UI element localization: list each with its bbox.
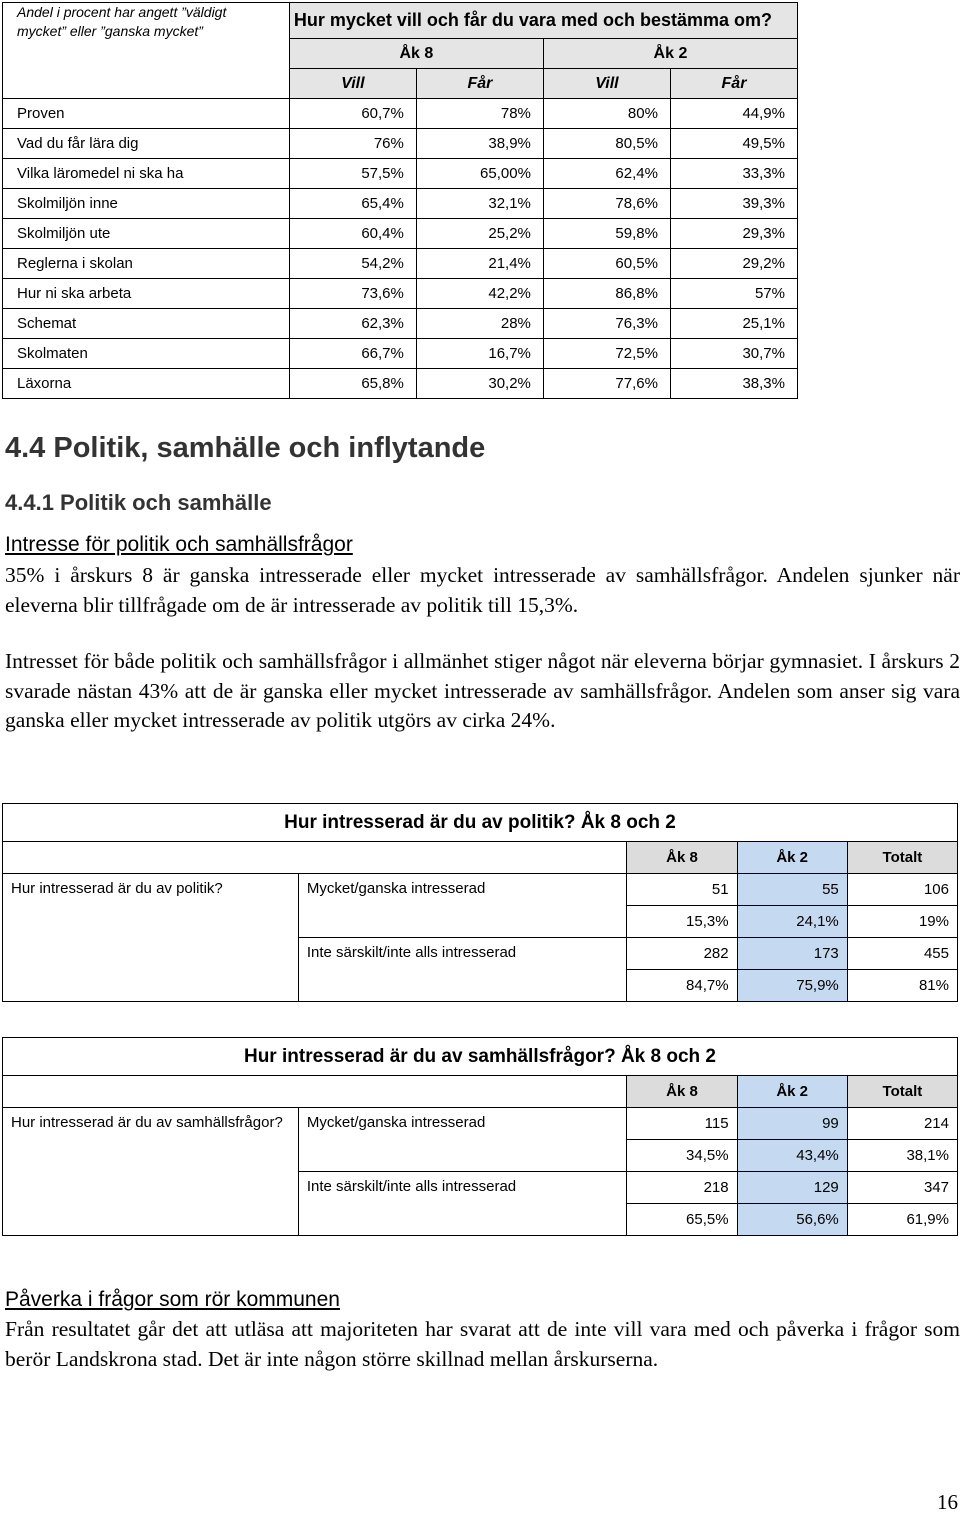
- table-row: [3, 99, 798, 129]
- value-cell: 16,7%: [416, 339, 543, 369]
- subheader: Vill: [543, 69, 670, 99]
- value-cell: 57%: [670, 279, 797, 309]
- table-row: [3, 369, 798, 399]
- value-cell: 66,7%: [289, 339, 416, 369]
- value-cell: 32,1%: [416, 189, 543, 219]
- influence-table: [2, 2, 798, 399]
- value-cell: 54,2%: [289, 249, 416, 279]
- value-cell: 25,1%: [670, 309, 797, 339]
- subheader: Får: [416, 69, 543, 99]
- section-heading: 4.4 Politik, samhälle och inflytande: [5, 432, 486, 464]
- value-cell: 60,5%: [543, 249, 670, 279]
- column-header: Åk 8: [627, 1076, 737, 1108]
- row-label: Reglerna i skolan: [3, 249, 290, 279]
- row-label: Proven: [3, 99, 290, 129]
- value-cell: 76,3%: [543, 309, 670, 339]
- politics-interest-table: [2, 803, 958, 1002]
- percent-cell: 38,1%: [847, 1140, 957, 1172]
- value-cell: 33,3%: [670, 159, 797, 189]
- value-cell: 49,5%: [670, 129, 797, 159]
- value-cell: 65,00%: [416, 159, 543, 189]
- table-row: [3, 309, 798, 339]
- value-cell: 57,5%: [289, 159, 416, 189]
- paragraph: Från resultatet går det att utläsa att majoriteten har svarat att de inte vill vara med och påverka i frågor som berör Landskrona stad. Det är inte någon större skillnad mellan årskurserna.: [5, 1317, 960, 1371]
- count-cell: 99: [737, 1108, 847, 1140]
- row-label: Hur ni ska arbeta: [3, 279, 290, 309]
- group-header-ak8: Åk 8: [289, 39, 543, 69]
- value-cell: 44,9%: [670, 99, 797, 129]
- table-row: [3, 249, 798, 279]
- row-label: Schemat: [3, 309, 290, 339]
- count-cell: 214: [847, 1108, 957, 1140]
- count-cell: 129: [737, 1172, 847, 1204]
- count-cell: 115: [627, 1108, 737, 1140]
- value-cell: 80,5%: [543, 129, 670, 159]
- table-row: [3, 189, 798, 219]
- value-cell: 76%: [289, 129, 416, 159]
- value-cell: 42,2%: [416, 279, 543, 309]
- interest-heading: Intresse för politik och samhällsfrågor: [5, 533, 353, 556]
- percent-cell: 81%: [847, 970, 957, 1002]
- count-cell: 347: [847, 1172, 957, 1204]
- table-row: [3, 129, 798, 159]
- value-cell: 29,2%: [670, 249, 797, 279]
- percent-cell: 34,5%: [627, 1140, 737, 1172]
- group-header-ak2: Åk 2: [543, 39, 797, 69]
- column-header: Totalt: [847, 1076, 957, 1108]
- paragraph: 35% i årskurs 8 är ganska intresserade eller mycket intresserade av samhällsfrågor. Andelen sjunker när eleverna blir tillfrågade om de är intresserade av politik till 15,3%.: [5, 563, 960, 617]
- count-cell: 455: [847, 938, 957, 970]
- count-cell: 282: [627, 938, 737, 970]
- column-header: Åk 2: [737, 1076, 847, 1108]
- value-cell: 62,4%: [543, 159, 670, 189]
- percent-cell: 65,5%: [627, 1204, 737, 1236]
- count-cell: 55: [737, 874, 847, 906]
- value-cell: 39,3%: [670, 189, 797, 219]
- table-row: [3, 279, 798, 309]
- question-label: Hur intresserad är du av politik?: [3, 874, 299, 1002]
- table-title: Hur intresserad är du av politik? Åk 8 och 2: [3, 804, 958, 842]
- answer-label: Mycket/ganska intresserad: [298, 874, 627, 938]
- value-cell: 62,3%: [289, 309, 416, 339]
- count-cell: 106: [847, 874, 957, 906]
- percent-cell: 19%: [847, 906, 957, 938]
- value-cell: 59,8%: [543, 219, 670, 249]
- value-cell: 30,2%: [416, 369, 543, 399]
- row-label: Vilka läromedel ni ska ha: [3, 159, 290, 189]
- subheader: Får: [670, 69, 797, 99]
- value-cell: 29,3%: [670, 219, 797, 249]
- row-label: Skolmiljön ute: [3, 219, 290, 249]
- percent-cell: 56,6%: [737, 1204, 847, 1236]
- value-cell: 77,6%: [543, 369, 670, 399]
- count-cell: 173: [737, 938, 847, 970]
- percent-cell: 84,7%: [627, 970, 737, 1002]
- value-cell: 38,9%: [416, 129, 543, 159]
- answer-label: Mycket/ganska intresserad: [298, 1108, 627, 1172]
- percent-cell: 61,9%: [847, 1204, 957, 1236]
- answer-label: Inte särskilt/inte alls intresserad: [298, 1172, 627, 1236]
- percent-cell: 15,3%: [627, 906, 737, 938]
- value-cell: 28%: [416, 309, 543, 339]
- table-row: [3, 159, 798, 189]
- table-title: Hur mycket vill och får du vara med och bestämma om?: [289, 3, 797, 39]
- row-label: Läxorna: [3, 369, 290, 399]
- percent-cell: 75,9%: [737, 970, 847, 1002]
- count-cell: 51: [627, 874, 737, 906]
- value-cell: 73,6%: [289, 279, 416, 309]
- table-row: [3, 219, 798, 249]
- subsection-heading: 4.4.1 Politik och samhälle: [5, 490, 272, 515]
- percent-cell: 24,1%: [737, 906, 847, 938]
- value-cell: 72,5%: [543, 339, 670, 369]
- value-cell: 78,6%: [543, 189, 670, 219]
- value-cell: 30,7%: [670, 339, 797, 369]
- question-label: Hur intresserad är du av samhällsfrågor?: [3, 1108, 299, 1236]
- column-header: Åk 2: [737, 842, 847, 874]
- row-label: Skolmaten: [3, 339, 290, 369]
- society-interest-table: [2, 1037, 958, 1236]
- value-cell: 21,4%: [416, 249, 543, 279]
- count-cell: 218: [627, 1172, 737, 1204]
- table-row: [3, 339, 798, 369]
- value-cell: 38,3%: [670, 369, 797, 399]
- column-header: Totalt: [847, 842, 957, 874]
- value-cell: 78%: [416, 99, 543, 129]
- column-header: Åk 8: [627, 842, 737, 874]
- value-cell: 65,4%: [289, 189, 416, 219]
- answer-label: Inte särskilt/inte alls intresserad: [298, 938, 627, 1002]
- percent-cell: 43,4%: [737, 1140, 847, 1172]
- paragraph: Intresset för både politik och samhällsfrågor i allmänhet stiger något när eleverna börjar gymnasiet. I årskurs 2 svarade nästan 43% att de är ganska eller mycket intresserade av samhällsfrågor. Andelen som anser sig vara ganska eller mycket intresserade av politik utgörs av cirka 24%.: [5, 649, 960, 732]
- subheader: Vill: [289, 69, 416, 99]
- value-cell: 65,8%: [289, 369, 416, 399]
- row-label: Vad du får lära dig: [3, 129, 290, 159]
- page-number: 16: [937, 1490, 958, 1514]
- value-cell: 60,7%: [289, 99, 416, 129]
- table-title: Hur intresserad är du av samhällsfrågor? Åk 8 och 2: [3, 1038, 958, 1076]
- row-label: Skolmiljön inne: [3, 189, 290, 219]
- value-cell: 86,8%: [543, 279, 670, 309]
- value-cell: 25,2%: [416, 219, 543, 249]
- value-cell: 60,4%: [289, 219, 416, 249]
- table-note: Andel i procent har angett ”väldigt mycket” eller ”ganska mycket”: [3, 3, 290, 99]
- value-cell: 80%: [543, 99, 670, 129]
- kommun-heading: Påverka i frågor som rör kommunen: [5, 1288, 340, 1311]
